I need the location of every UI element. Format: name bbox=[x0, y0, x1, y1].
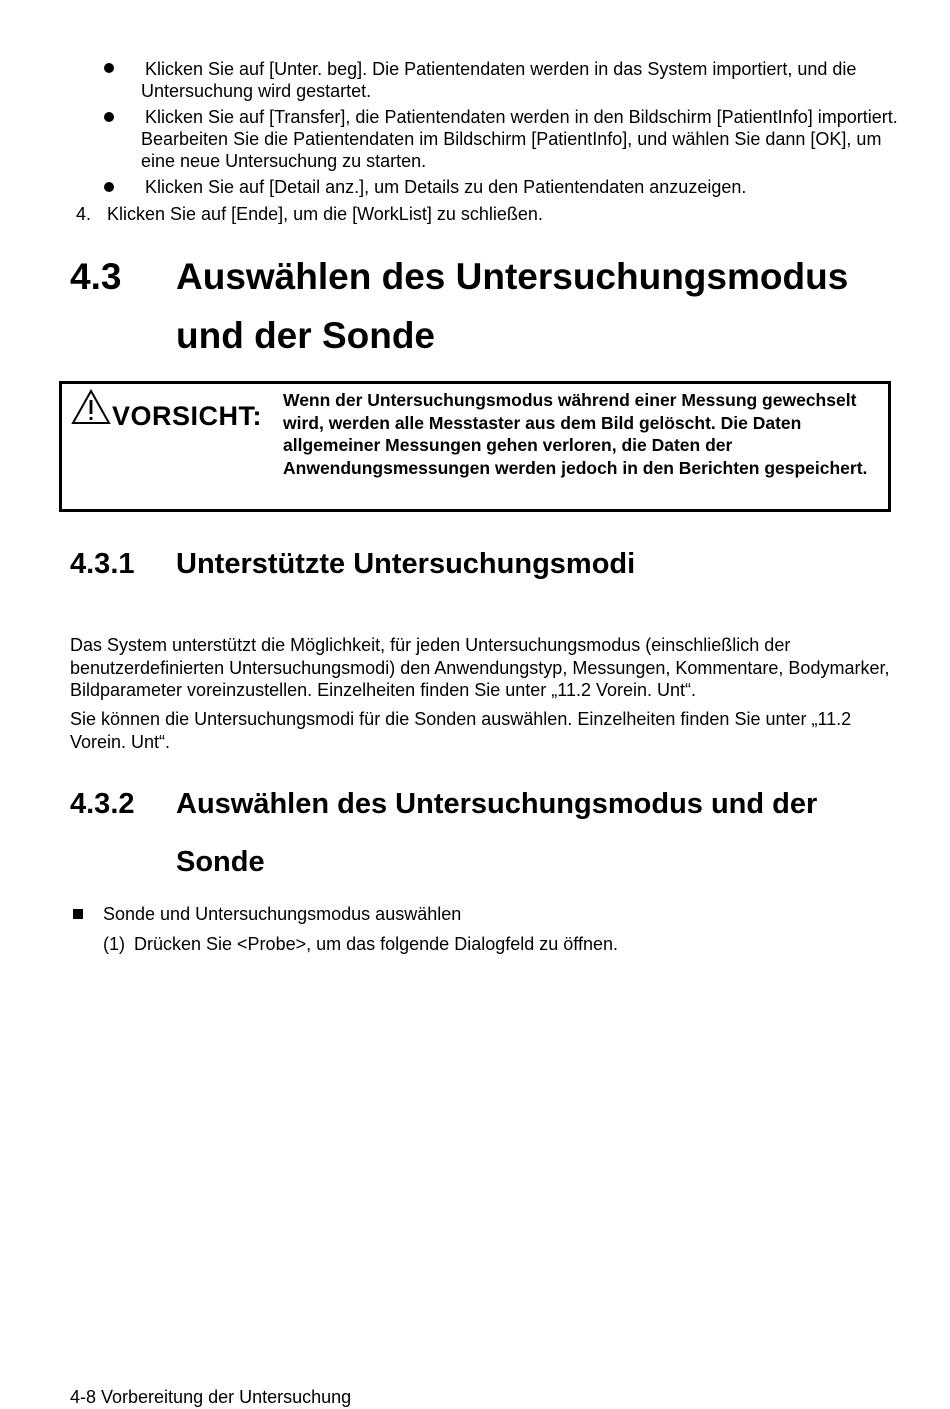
step-number: (1) bbox=[103, 934, 125, 954]
bullet-dot bbox=[104, 182, 114, 192]
list-item: Sonde und Untersuchungsmodus auswählen bbox=[103, 904, 462, 924]
bullet-dot bbox=[104, 112, 114, 122]
caution-label: VORSICHT: bbox=[112, 401, 263, 431]
square-bullet-icon bbox=[73, 909, 83, 919]
caution-text: Wenn der Untersuchungsmodus während einer Messung gewechselt wird, werden alle Messtaster aus dem Bild gelöscht. Die Daten allgemeiner Messungen gehen verloren, die Daten der Anwendungsmessungen werden jedoch in den Berichten gespeichert. bbox=[283, 390, 868, 478]
section-number: 4.3 bbox=[70, 256, 122, 297]
page-footer: 4-8 Vorbereitung der Untersuchung bbox=[70, 1387, 352, 1407]
section-title-line1: Auswählen des Untersuchungsmodus bbox=[176, 256, 849, 297]
step-text: Drücken Sie <Probe>, um das folgende Dialogfeld zu öffnen. bbox=[134, 934, 618, 954]
bullet-item-detail: Klicken Sie auf [Detail anz.], um Details zu den Patientendaten anzuzeigen. bbox=[145, 177, 747, 197]
subsection-title-line1: Auswählen des Untersuchungsmodus und der bbox=[176, 788, 818, 820]
warning-triangle-icon bbox=[71, 389, 111, 425]
section-title-line2: und der Sonde bbox=[176, 315, 435, 356]
subsection-number: 4.3.2 bbox=[70, 788, 135, 820]
paragraph: Das System unterstützt die Möglichkeit, für jeden Untersuchungsmodus (einschließlich der benutzerdefinierten Untersuchungsmodi) den Anwendungstyp, Messungen, Kommentare, Bodymarker, Bildparameter voreinzustellen. Einzelheiten finden Sie unter „11.2 Vorein. Unt“. bbox=[70, 635, 890, 700]
subsection-title: Unterstützte Untersuchungsmodi bbox=[176, 548, 636, 580]
bullet-item-transfer: Klicken Sie auf [Transfer], die Patientendaten werden in den Bildschirm [PatientInfo] importiert. Bearbeiten Sie die Patientendaten im Bildschirm [PatientInfo], und wählen Sie dann [OK], um eine neue Untersuchung zu starten. bbox=[141, 107, 898, 171]
step-text: Klicken Sie auf [Ende], um die [WorkList] zu schließen. bbox=[107, 204, 543, 224]
subsection-title-line2: Sonde bbox=[176, 846, 265, 878]
step-number: 4. bbox=[76, 204, 92, 224]
bullet-item-start-exam: Klicken Sie auf [Unter. beg]. Die Patientendaten werden in das System importiert, und die Untersuchung wird gestartet. bbox=[141, 59, 857, 101]
subsection-number: 4.3.1 bbox=[70, 548, 135, 580]
bullet-dot bbox=[104, 63, 114, 73]
paragraph: Sie können die Untersuchungsmodi für die Sonden auswählen. Einzelheiten finden Sie unter „11.2 Vorein. Unt“. bbox=[70, 709, 852, 752]
